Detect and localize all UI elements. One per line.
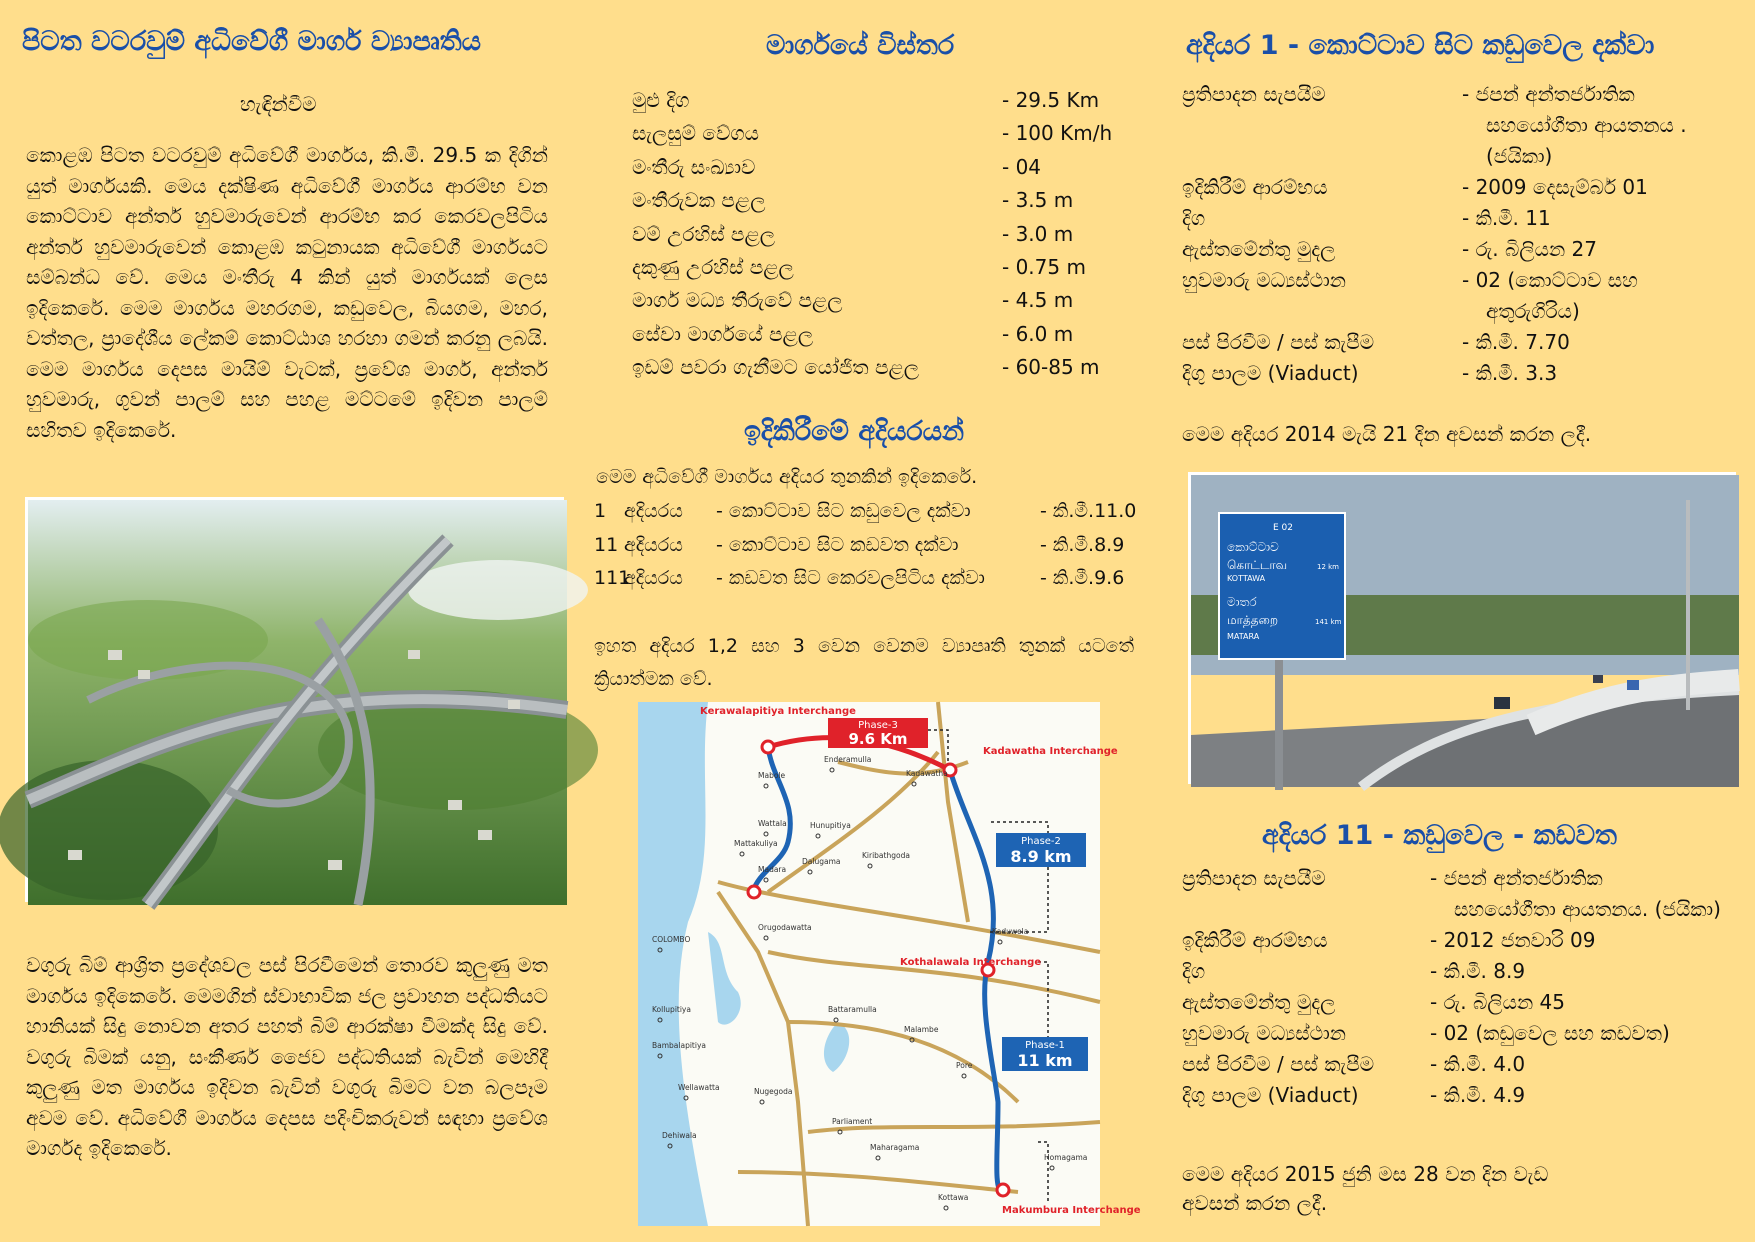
info-value-continued: අතුරුගිරිය) [1486,299,1580,323]
detail-row [632,155,1152,185]
detail-label: සැලසුම් වේගය [632,121,760,146]
phase-number: 11 [594,533,619,556]
info-value: - රු. බිලියන 27 [1462,237,1597,261]
phase-distance: - කි.මී.11.0 [1040,500,1137,522]
detail-row [632,322,1152,352]
sign-line1-ta: கொட்டாவ [1227,558,1288,572]
detail-label: සේවා මාර්ගයේ පළල [632,321,814,346]
map-place-label: Wellawatta [678,1083,720,1092]
map-place-label: Enderamulla [824,755,872,764]
phase1-title: අදියර 1 - කොට්ටාව සිට කඩුවෙල දක්වා [1186,30,1655,61]
phase2-distance: 8.9 km [1010,847,1072,866]
info-label: දිගු පාලම (Viaduct) [1182,361,1359,385]
info-value: - කි.මී. 11 [1462,206,1551,230]
info-value-continued: සහයෝගීතා ආයතනය. (ජයිකා) [1454,897,1721,921]
map-place-label: Madara [758,865,787,874]
info-label: ඇස්තමේන්තු මුදල [1182,990,1336,1014]
phase-distance: - කි.මී.8.9 [1040,533,1125,556]
map-place-label: Dehiwala [662,1131,697,1140]
interchange-kerawalapitiya: Kerawalapitiya Interchange [700,706,856,717]
phase-row [594,534,1154,564]
detail-row [632,288,1152,318]
phase-name: අදියරය [624,533,683,556]
map-place-label: Kollupitiya [652,1005,691,1014]
detail-label: වම් උරහිස් පළල [632,221,775,246]
interchange-kadawatha: Kadawatha Interchange [983,746,1118,757]
info-value: - 02 (කොට්ටාව සහ [1462,268,1638,292]
phase2-completion: මෙම අදියර 2015 ජුනි මස 28 වන දින වැඩ අවසන් කරන ලදී. [1182,1162,1549,1215]
interchange-aerial-illustration [28,500,567,905]
detail-row [632,121,1152,151]
map-place-label: Mabole [758,771,786,780]
phase2-label: Phase-2 [1021,836,1061,847]
sign-line1-si: කොට්ටාව [1227,540,1279,554]
route-details-title: මාර්ගයේ විස්තර [766,30,955,61]
highway-sign-illustration [1191,475,1739,787]
info-value: - කි.මී. 7.70 [1462,330,1570,354]
map-place-label: Kadawatha [906,769,948,778]
intro-heading: හැඳින්වීම [240,92,317,116]
phase-number: 1 [594,500,607,522]
map-place-label: Kaduwela [992,927,1029,936]
phase-route: - කොට්ටාව සිට කඩුවෙල දක්වා [716,500,971,522]
info-value-continued: (ජයිකා) [1486,144,1553,168]
interchange-kothalawala: Kothalawala Interchange [900,957,1042,968]
map-place-label: Mattakuliya [734,839,778,848]
detail-row [632,188,1152,218]
info-value: - ජපන් අන්තර්ජාතික [1462,82,1635,106]
phases-title: ඉදිකිරීමේ අදියරයන් [744,416,964,447]
info-value: - කි.මී. 4.0 [1430,1052,1526,1076]
map-place-label: Battaramulla [828,1005,877,1014]
interchange-makumbura: Makumbura Interchange [1002,1205,1141,1216]
map-place-label: Dalugama [802,857,841,866]
phase-name: අදියරය [624,500,683,522]
info-value: - 02 (කඩුවෙල සහ කඩවත) [1430,1021,1670,1045]
map-place-label: COLOMBO [652,935,691,944]
route-map [638,702,1141,1226]
phase-name: අදියරය [624,567,683,589]
map-place-label: Homagama [1044,1153,1088,1162]
info-value: - 2009 දෙසැම්බර් 01 [1462,175,1648,199]
interchange-aerial-photo [25,497,564,902]
route-map-drawing [638,702,1141,1226]
sign-line1-km: 12 km [1317,563,1340,571]
info-value: - ජපන් අන්තර්ජාතික [1430,866,1603,890]
info-label: දිගු පාලම (Viaduct) [1182,1083,1359,1107]
highway-sign-photo [1188,472,1736,784]
phase-route: - කොට්ටාව සිට කඩවත දක්වා [716,533,959,556]
detail-label: දකුණු උරහිස් පළල [632,255,794,279]
detail-value: - 29.5 Km [1002,88,1100,112]
detail-label: මාර්ග මධ්‍ය තීරුවේ පළල [632,288,843,313]
info-label: පස් පිරවීම / පස් කැපීම [1182,1052,1375,1076]
sign-line2-km: 141 km [1315,618,1342,626]
sign-code: E 02 [1273,523,1293,533]
info-value: - කි.මී. 3.3 [1462,361,1558,385]
phase-number: 111 [594,567,631,589]
info-label: ඉදිකිරීම් ආරම්භය [1182,928,1328,952]
map-place-label: Nugegoda [754,1087,793,1096]
detail-row [632,355,1152,385]
info-label: දිග [1182,959,1206,983]
phase1-label: Phase-1 [1025,1040,1065,1051]
phase-row [594,567,1154,597]
wetland-paragraph: වගුරු බිම් ආශ්‍රිත ප්‍රදේශවල පස් පිරවීමෙන් තොරව කුලුණු මත මාර්ගය ඉදිකෙරේ. මෙමගින් ස්වාභාවික ජල ප්‍රවාහන පද්ධතියට හානියක් සිදු නොවන අතර පහත් බිම් ආරක්ෂා වීමක්ද සිදු වේ. වගුරු බිමක් යනු, සංකීර්ණ ජෛව පද්ධතියක් බැවින් මෙහිදී කුලුණු මත මාර්ගය ඉදිවන බැවින් වගුරු බිමට වන බලපෑම අවම වේ. අධිවේගී මාර්ගය දෙපස පදිංචිකරුවන් සඳහා ප්‍රවේශ මාර්ගද ඉදිකෙරේ. [26,953,548,1160]
detail-row [632,88,1152,118]
left-title: පිටත වටරවුම් අධිවේගී මාර්ග ව්‍යාපෘතිය [22,26,482,57]
info-label: ඇස්තමේන්තු මුදල [1182,237,1336,261]
phase3-distance: 9.6 Km [848,730,908,748]
info-label: ප්‍රතිපාදන සැපයීම [1182,866,1326,890]
intro-paragraph: කොළඹ පිටත වටරවුම් අධිවේගී මාර්ගය, කි.මී. 29.5 ක දිගින් යුත් මාර්ගයකි. මෙය දක්ෂිණ අධිවේගී මාර්ගය ආරම්භ වන කොට්ටාව අන්තර් හුවමාරුවෙන් ආරම්භ කර කෙරවලපිටිය අන්තර් හුවමාරුවෙන් කොළඹ කටුනායක අධිවේගී මාර්ගයට සම්බන්ධ වේ. මෙය මංතීරු 4 කින් යුත් මාර්ගයක් ලෙස ඉදිකෙරේ. මෙම මාර්ගය මහරගම, කඩුවෙල, බියගම, මහර, වත්තල, ප්‍රාදේශීය ලේකම් කොට්ඨාශ හරහා ගමන් කරනු ලබයි. මෙම මාර්ගය දෙපස මායිම් වැටක්, ප්‍රවේශ මාර්ග, අන්තර් හුවමාරු, ගුවන් පාලම් සහ පහළ මට්ටමේ ඉදිවන පාලම් සහිතව ඉදිකෙරේ. [26,143,548,442]
info-value: - රු. බිලියන 45 [1430,990,1565,1014]
detail-value: - 100 Km/h [1002,121,1113,146]
map-place-label: Pore [956,1061,973,1070]
info-value-continued: සහයෝගීතා ආයතනය . [1486,113,1687,137]
phases-intro: මෙම අධිවේගී මාර්ගය අදියර තුනකින් ඉදිකෙරේ. [596,466,978,488]
map-place-label: Malambe [904,1025,939,1034]
map-place-label: Parliament [832,1117,873,1126]
map-place-label: Hunupitiya [810,821,851,830]
detail-value: - 6.0 m [1002,321,1074,346]
detail-label: මුළු දිග [632,88,690,112]
map-place-label: Orugodawatta [758,923,812,932]
phase2-title: අදියර 11 - කඩුවෙල - කඩවත [1262,820,1617,851]
detail-row [632,255,1152,285]
phase3-label: Phase-3 [858,720,898,731]
map-place-label: Kottawa [938,1193,969,1202]
map-place-label: Kiribathgoda [862,851,910,860]
detail-row [632,222,1152,252]
detail-value: - 4.5 m [1002,288,1074,313]
detail-label: මංතීරුවක පළල [632,188,766,213]
phase-row [594,500,1154,530]
phase1-completion: මෙම අදියර 2014 මැයි 21 දින අවසන් කරන ලදී. [1182,422,1592,446]
info-value: - කි.මී. 8.9 [1430,959,1526,983]
sign-line1-en: KOTTAWA [1227,574,1266,583]
detail-value: - 0.75 m [1002,255,1086,279]
map-place-label: Wattala [758,819,787,828]
info-label: ප්‍රතිපාදන සැපයීම [1182,82,1326,106]
info-label: ඉදිකිරීම් ආරම්භය [1182,175,1328,199]
detail-value: - 60-85 m [1002,355,1100,380]
detail-value: - 04 [1002,154,1042,179]
phases-note: ඉහත අදියර 1,2 සහ 3 වෙන වෙනම ව්‍යාපෘති තුනක් යටතේ ක්‍රියාත්මක වේ. [594,635,1134,690]
info-label: හුවමාරු මධ්‍යස්ථාන [1182,1021,1347,1045]
detail-label: ඉඩම් පවරා ගැනීමට යෝජිත පළල [632,355,920,380]
phase1-distance: 11 km [1017,1051,1073,1070]
detail-value: - 3.5 m [1002,188,1074,213]
map-place-label: Bambalapitiya [652,1041,706,1050]
sign-line2-ta: மாத்தறை [1227,613,1279,627]
info-value: - 2012 ජනවාරි 09 [1430,928,1596,952]
info-label: හුවමාරු මධ්‍යස්ථාන [1182,268,1347,292]
info-label: දිග [1182,206,1206,230]
info-label: පස් පිරවීම / පස් කැපීම [1182,330,1375,354]
phase-distance: - කි.මී.9.6 [1040,567,1125,589]
detail-value: - 3.0 m [1002,221,1074,246]
phase-route: - කඩවත සිට කෙරවලපිටිය දක්වා [716,567,985,589]
detail-label: මංතීරු සංඛ්‍යාව [632,154,756,179]
sign-line2-si: මාතර [1227,595,1257,609]
map-place-label: Maharagama [870,1143,920,1152]
info-value: - කි.මී. 4.9 [1430,1083,1526,1107]
sign-line2-en: MATARA [1227,632,1260,641]
